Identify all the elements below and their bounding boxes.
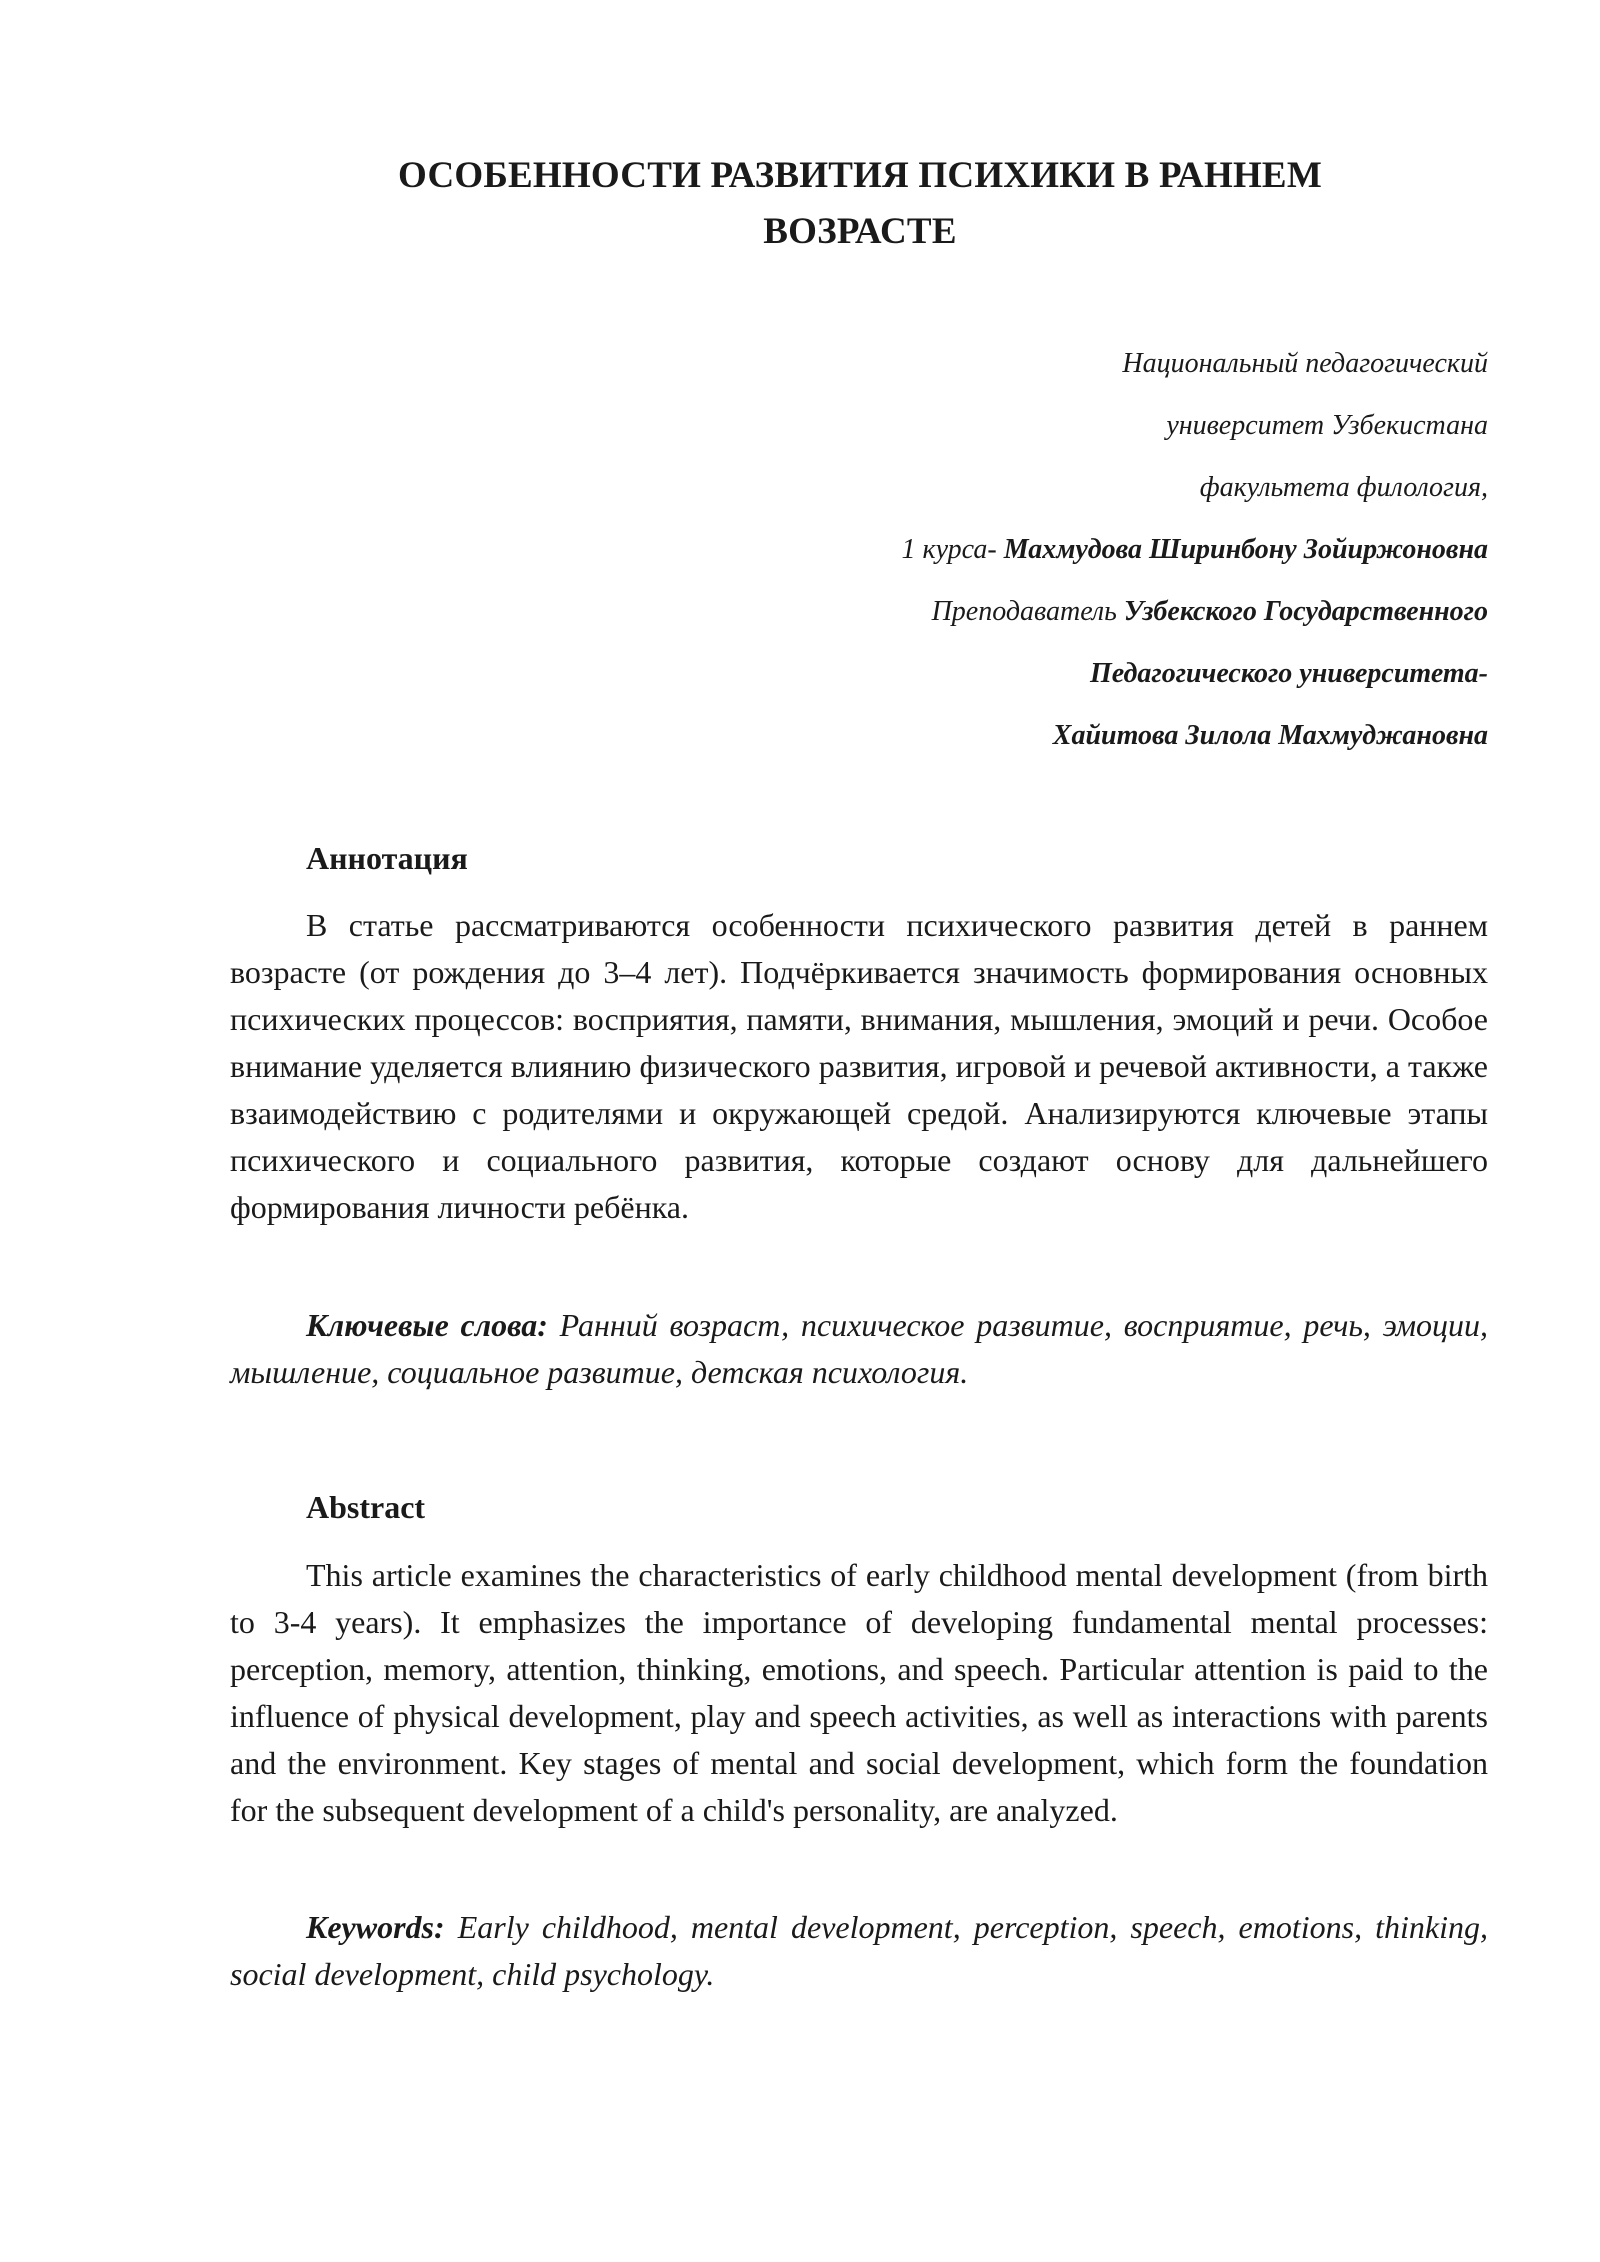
annotation-keywords-text: Ранний возраст, психическое развитие, восприятие, речь, эмоции, мышление, социальное развитие, детская психология. bbox=[230, 1307, 1489, 1390]
affiliation-line-6: Педагогического университета- bbox=[1089, 658, 1488, 689]
teacher-name: Хайитова Зилола Махмуджановна bbox=[1052, 720, 1488, 751]
annotation-body: В статье рассматриваются особенности психического развития детей в раннем возрасте (от рождения до 3–4 лет). Подчёркивается значимость формирования основных психических процессов: восприятия, памяти, внимания, мышления, эмоций и речи. Особое внимание уделяется влиянию физического развития, игровой и речевой активности, а также взаимодействию с родителями и окружающей средой. Анализируются ключевые этапы психического и социального развития, которые создают основу для дальнейшего формирования личности ребёнка. bbox=[230, 907, 1488, 1225]
course-label: 1 курса- bbox=[901, 534, 997, 565]
author-affiliation-block bbox=[588, 333, 1488, 767]
author-name: Махмудова Ширинбону Зойиржоновна bbox=[1003, 534, 1488, 565]
abstract-keywords bbox=[230, 1904, 1488, 1998]
paper-title bbox=[260, 148, 1460, 260]
abstract-body: This article examines the characteristics of early childhood mental development (from birth to 3-4 years). It emphasizes the importance of developing fundamental mental processes: perception, memory, attention, thinking, emotions, and speech. Particular attention is paid to the influence of physical development, play and speech activities, as well as interactions with parents and the environment. Key stages of mental and social development, which form the foundation for the subsequent development of a child's personality, are analyzed. bbox=[230, 1557, 1488, 1828]
paper-title-line-1: ОСОБЕННОСТИ РАЗВИТИЯ ПСИХИКИ В РАННЕМ bbox=[398, 155, 1322, 196]
affiliation-line-1: Национальный педагогический bbox=[1122, 348, 1488, 379]
abstract-heading: Abstract bbox=[306, 1489, 426, 1525]
teacher-label: Преподаватель bbox=[931, 596, 1117, 627]
affiliation-line-4 bbox=[588, 519, 1488, 581]
abstract-keywords-text: Early childhood, mental development, perception, speech, emotions, thinking, social development, child psychology. bbox=[230, 1909, 1488, 1992]
affiliation-line-5 bbox=[588, 581, 1488, 643]
annotation-keywords bbox=[230, 1302, 1488, 1396]
annotation-keywords-label: Ключевые слова: bbox=[306, 1307, 548, 1343]
affiliation-line-2: университет Узбекистана bbox=[1166, 410, 1488, 441]
affiliation-line-3: факультета филология, bbox=[1199, 472, 1488, 503]
teacher-organization: Узбекского Государственного bbox=[1123, 596, 1488, 627]
paper-title-line-2: ВОЗРАСТЕ bbox=[763, 211, 957, 252]
abstract-keywords-label: Keywords: bbox=[306, 1909, 445, 1945]
annotation-heading: Аннотация bbox=[306, 840, 468, 876]
